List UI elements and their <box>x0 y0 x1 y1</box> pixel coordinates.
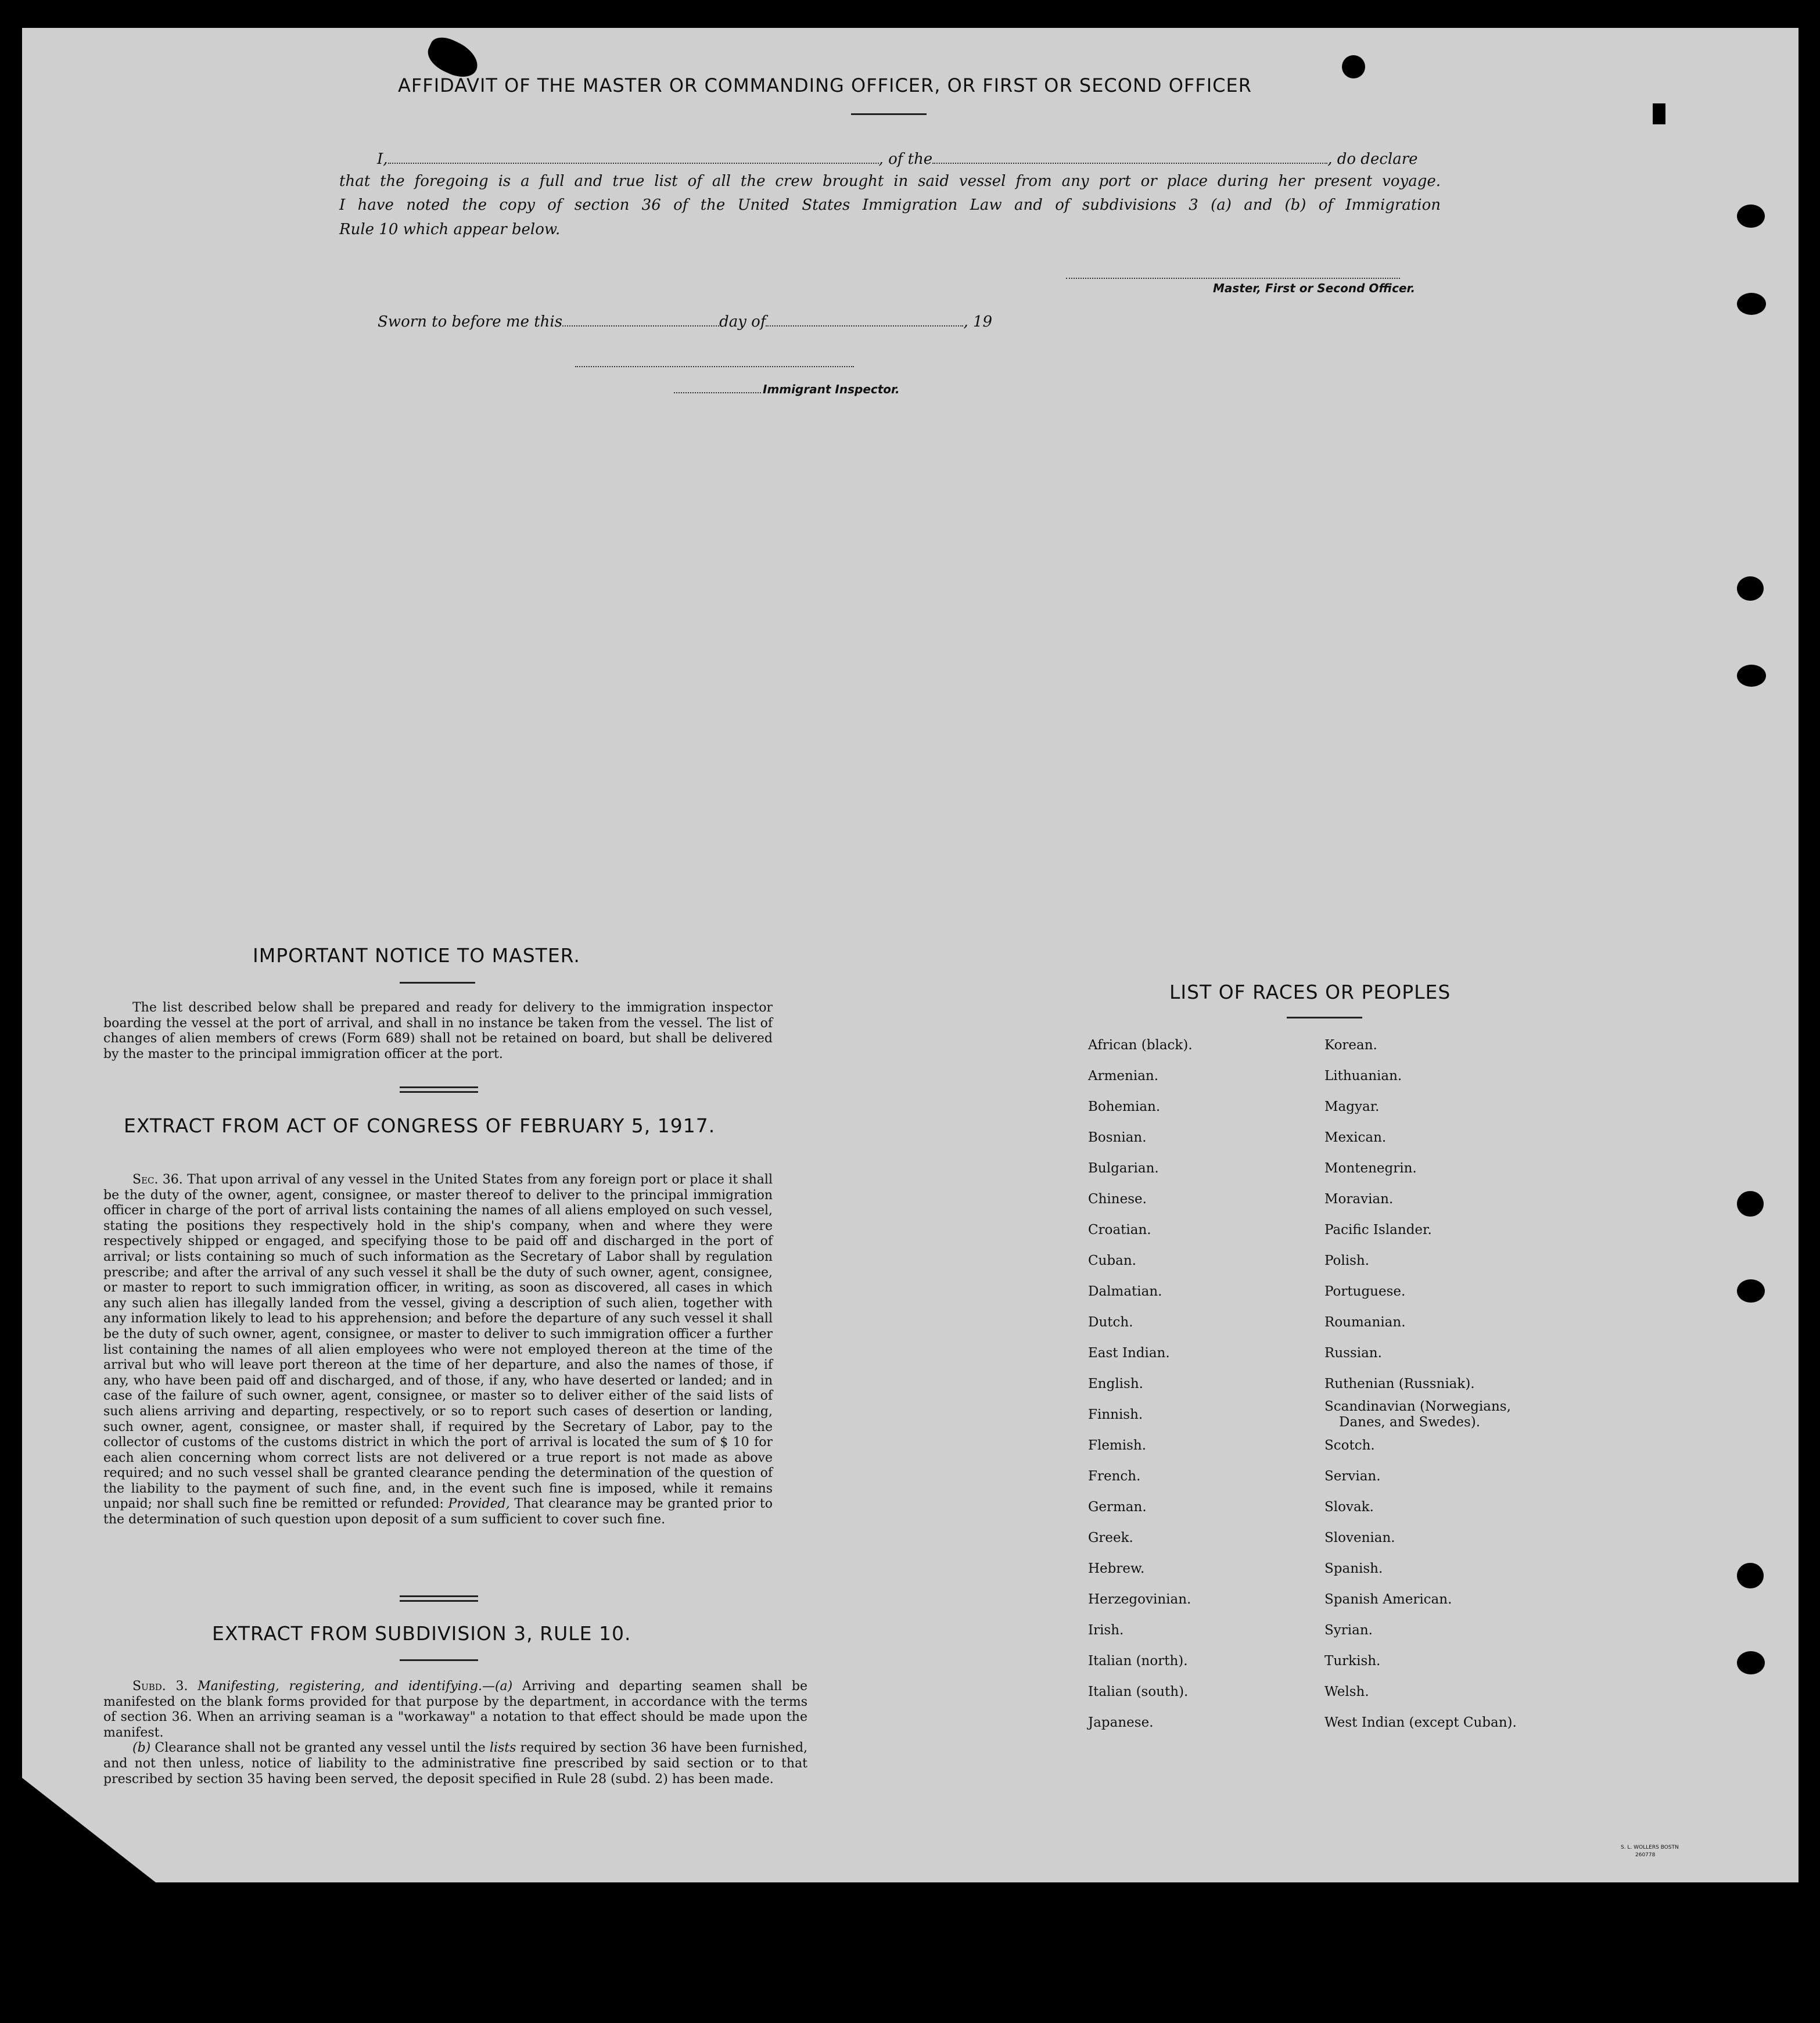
extract-act-title: EXTRACT FROM ACT OF CONGRESS OF FEBRUARY 5, 1917. <box>124 1114 716 1137</box>
race-item: Mexican. <box>1324 1130 1387 1145</box>
race-item: Italian (south). <box>1088 1684 1189 1699</box>
printer-mark: S. L. WOLLERS BOSTN <box>1621 1845 1679 1850</box>
race-item: Servian. <box>1324 1469 1381 1484</box>
extract-act-body: Sec. 36. That upon arrival of any vessel in the United States from any foreign port or place it shall be the duty of the owner, agent, consignee, or master thereof to deliver to the principal immigration officer in charge of the port of arrival lists containing the names of all aliens employed on such vessel, stating the positions they respectively hold in the ship's company, when and where they were respectively shipped or engaged, and specifying those to be paid off and discharged in the port of arrival; or lists containing so much of such information as the Secretary of Labor shall by regulation prescribe; and after the arrival of any such vessel it shall be the duty of such owner, agent, consignee, or master to report to such immigration officer, in writing, as soon as discovered, all cases in which any such alien has illegally landed from the vessel, giving a description of such alien, together with any information likely to lead to his apprehension; and before the departure of any such vessel it shall be the duty of such owner, agent, consignee, or master to deliver to such immigration officer a further list containing the names of all alien employees who were not employed thereon at the time of the arrival but who will leave port thereon at the time of her departure, and also the names of those, if any, who have been paid off and discharged, and of those, if any, who have deserted or landed; and in case of the failure of such owner, agent, consignee, or master so to deliver either of the said lists of such aliens arriving and departing, respectively, or so to report such cases of desertion or landing, such owner, agent, consignee, or master shall, if required by the Secretary of Labor, pay to the collector of customs of the customs district in which the port of arrival is located the sum of $ 10 for each alien concerning whom correct lists are not delivered or a true report is not made as above required; and no such vessel shall be granted clearance pending the determination of the question of the liability to the payment of such fine, and, in the event such fine is imposed, while it remains unpaid; nor shall such fine be remitted or refunded: Provided, That clearance may be granted prior to the determination of such question upon deposit of a sum sufficient to cover such fine. <box>103 1172 773 1527</box>
edge-notch <box>1653 103 1665 124</box>
affidavit-title-rule <box>851 113 927 115</box>
name-blank <box>388 148 879 164</box>
race-item: Russian. <box>1324 1346 1382 1361</box>
notice-body: The list described below shall be prepared and ready for delivery to the immigration inspector boarding the vessel at the port of arrival, and shall in no instance be taken from the vessel. The list of changes of alien members of crews (Form 689) shall not be retained on board, but shall be delivered by the master to the principal immigration officer at the port. <box>103 1000 773 1061</box>
binder-hole <box>1737 576 1764 601</box>
race-item: Polish. <box>1324 1253 1370 1268</box>
of-the-label: , of the <box>878 150 933 168</box>
race-item: Ruthenian (Russniak). <box>1324 1376 1475 1391</box>
sworn-line <box>378 310 1481 331</box>
double-rule-1b <box>400 1091 478 1093</box>
binder-hole <box>1737 1279 1765 1303</box>
race-item: Moravian. <box>1324 1192 1394 1207</box>
race-item: Herzegovinian. <box>1088 1592 1191 1607</box>
signature-line <box>1066 278 1400 279</box>
binder-hole <box>1737 1563 1764 1588</box>
race-item: Montenegrin. <box>1324 1161 1417 1176</box>
inspector-signature-line <box>575 366 854 367</box>
notice-title-rule <box>400 982 475 984</box>
race-item: Slovenian. <box>1324 1530 1395 1545</box>
race-item: Spanish. <box>1324 1561 1383 1576</box>
day-blank <box>562 310 719 327</box>
extract-rule-title: EXTRACT FROM SUBDIVISION 3, RULE 10. <box>212 1622 631 1645</box>
race-item: Turkish. <box>1324 1653 1381 1669</box>
binder-hole <box>1737 1651 1765 1674</box>
race-item: Scandinavian (Norwegians, <box>1324 1399 1511 1414</box>
race-item: Lithuanian. <box>1324 1068 1402 1084</box>
binder-hole <box>1737 293 1766 315</box>
race-item: Korean. <box>1324 1038 1377 1053</box>
race-item: African (black). <box>1088 1038 1193 1053</box>
race-item: Greek. <box>1088 1530 1133 1545</box>
race-item: Roumanian. <box>1324 1315 1406 1330</box>
race-item: Hebrew. <box>1088 1561 1145 1576</box>
double-rule-1a <box>400 1086 478 1088</box>
binder-hole <box>1737 665 1766 687</box>
race-item: Slovak. <box>1324 1500 1374 1515</box>
month-blank <box>766 310 963 327</box>
affidavit-line-4: Rule 10 which appear below. <box>339 221 561 238</box>
race-item-continued: Danes, and Swedes). <box>1339 1415 1481 1430</box>
race-item: Chinese. <box>1088 1192 1147 1207</box>
inspector-prefix-dots <box>674 392 761 393</box>
affidavit-line-2: that the foregoing is a full and true list of all the crew brought in said vessel from any port or place during her present voyage. <box>339 173 1441 190</box>
affidavit-title: AFFIDAVIT OF THE MASTER OR COMMANDING OFFICER, OR FIRST OR SECOND OFFICER <box>398 74 1252 96</box>
vessel-blank <box>932 148 1327 164</box>
affidavit-line-1 <box>339 148 1443 168</box>
affidavit-line-3: I have noted the copy of section 36 of the United States Immigration Law and of subdivisions 3 (a) and (b) of Immigration <box>339 196 1441 214</box>
race-item: Scotch. <box>1324 1438 1375 1453</box>
race-item: Japanese. <box>1088 1715 1154 1730</box>
race-item: English. <box>1088 1376 1143 1391</box>
sec-36-label: Sec. 36. <box>132 1172 183 1187</box>
top-damage-mark <box>1342 55 1365 78</box>
races-title: LIST OF RACES OR PEOPLES <box>1169 981 1451 1003</box>
sworn-prefix: Sworn to before me this <box>378 313 563 331</box>
year-label: , 19 <box>963 313 993 331</box>
extract-rule-title-rule <box>400 1659 478 1661</box>
race-item: Armenian. <box>1088 1068 1159 1084</box>
race-item: Pacific Islander. <box>1324 1222 1432 1238</box>
double-rule-2b <box>400 1600 478 1602</box>
race-item: Cuban. <box>1088 1253 1136 1268</box>
race-item: Croatian. <box>1088 1222 1151 1238</box>
inspector-caption: Immigrant Inspector. <box>763 382 900 396</box>
subd-heading: Manifesting, registering, and identifying.—(a) <box>198 1679 513 1694</box>
notice-title: IMPORTANT NOTICE TO MASTER. <box>253 944 580 967</box>
proviso-label: Provided, <box>448 1497 510 1512</box>
race-item: Dalmatian. <box>1088 1284 1162 1299</box>
race-item: Flemish. <box>1088 1438 1147 1453</box>
race-item: French. <box>1088 1469 1141 1484</box>
binder-hole <box>1737 205 1765 228</box>
race-item: Italian (north). <box>1088 1653 1188 1669</box>
signature-caption: Master, First or Second Officer. <box>1213 281 1416 295</box>
race-item: Irish. <box>1088 1623 1124 1638</box>
binder-hole <box>1737 1191 1764 1217</box>
race-item: Dutch. <box>1088 1315 1133 1330</box>
double-rule-2a <box>400 1595 478 1597</box>
races-title-rule <box>1287 1017 1362 1018</box>
day-of-label: day of <box>719 313 766 331</box>
affidavit-i-label: I, <box>377 150 388 168</box>
extract-rule-body: Subd. 3. Manifesting, registering, and identifying.—(a) Arriving and departing seamen shall be manifested on the blank forms provided for that purpose by the department, in accordance with the terms of section 36. When an arriving seaman is a "workaway" a notation to that effect should be made upon the manifest. (b) Clearance shall not be granted any vessel until the lists required by section 36 have been furnished, and not then unless, notice of liability to the administrative fine prescribed by said section or to that prescribed by section 35 having been served, the deposit specified in Rule 28 (subd. 2) has been made. <box>103 1679 808 1787</box>
race-item: Spanish American. <box>1324 1592 1452 1607</box>
race-item: East Indian. <box>1088 1346 1170 1361</box>
race-item: Bulgarian. <box>1088 1161 1159 1176</box>
subd-label: Subd. 3. <box>132 1679 188 1694</box>
form-number: 260778 <box>1635 1852 1656 1858</box>
race-item: Syrian. <box>1324 1623 1373 1638</box>
race-item: Magyar. <box>1324 1099 1380 1114</box>
race-item: Bohemian. <box>1088 1099 1161 1114</box>
race-item: Portuguese. <box>1324 1284 1406 1299</box>
declare-label: , do declare <box>1327 150 1418 168</box>
race-item: West Indian (except Cuban). <box>1324 1715 1517 1730</box>
race-item: Bosnian. <box>1088 1130 1147 1145</box>
race-item: Finnish. <box>1088 1407 1143 1422</box>
race-item: Welsh. <box>1324 1684 1369 1699</box>
race-item: German. <box>1088 1500 1147 1515</box>
